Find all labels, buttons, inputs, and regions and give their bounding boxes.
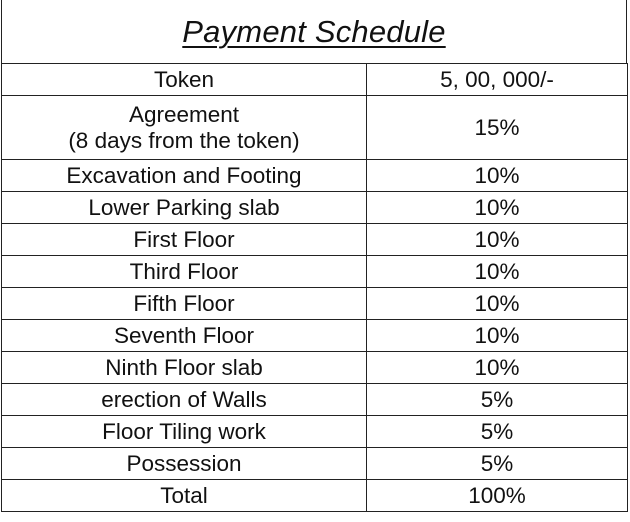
stage-cell: Seventh Floor: [2, 320, 367, 352]
table-row: [2, 320, 628, 352]
payment-schedule-table: [1, 63, 628, 512]
stage-cell: erection of Walls: [2, 384, 367, 416]
stage-cell: Floor Tiling work: [2, 416, 367, 448]
table-row: [2, 416, 628, 448]
total-row: [2, 480, 628, 512]
title-box: [1, 0, 627, 63]
amount-cell: 10%: [367, 320, 628, 352]
table-row: [2, 352, 628, 384]
table-row: [2, 192, 628, 224]
amount-cell: 10%: [367, 256, 628, 288]
stage-cell: First Floor: [2, 224, 367, 256]
amount-cell: 10%: [367, 352, 628, 384]
stage-cell: Fifth Floor: [2, 288, 367, 320]
stage-cell: Possession: [2, 448, 367, 480]
amount-cell: 5%: [367, 448, 628, 480]
amount-cell: 15%: [367, 96, 628, 160]
table-row: [2, 384, 628, 416]
stage-cell: Excavation and Footing: [2, 160, 367, 192]
table-row: [2, 160, 628, 192]
stage-cell: Token: [2, 64, 367, 96]
stage-cell: Ninth Floor slab: [2, 352, 367, 384]
table-row: [2, 224, 628, 256]
total-label: Total: [2, 480, 367, 512]
page-title: Payment Schedule: [182, 13, 446, 49]
stage-label: Agreement: [128, 101, 240, 127]
stage-note: (8 days from the token): [68, 127, 300, 153]
amount-cell: 10%: [367, 160, 628, 192]
amount-cell: 10%: [367, 224, 628, 256]
table-row: [2, 64, 628, 96]
amount-cell: 5%: [367, 384, 628, 416]
table-row: [2, 96, 628, 160]
amount-cell: 5%: [367, 416, 628, 448]
amount-cell: 5, 00, 000/-: [367, 64, 628, 96]
table-row: [2, 256, 628, 288]
table-row: [2, 288, 628, 320]
table-row: [2, 448, 628, 480]
stage-cell: [2, 96, 367, 160]
total-amount: 100%: [367, 480, 628, 512]
amount-cell: 10%: [367, 192, 628, 224]
stage-cell: Lower Parking slab: [2, 192, 367, 224]
amount-cell: 10%: [367, 288, 628, 320]
stage-cell: Third Floor: [2, 256, 367, 288]
